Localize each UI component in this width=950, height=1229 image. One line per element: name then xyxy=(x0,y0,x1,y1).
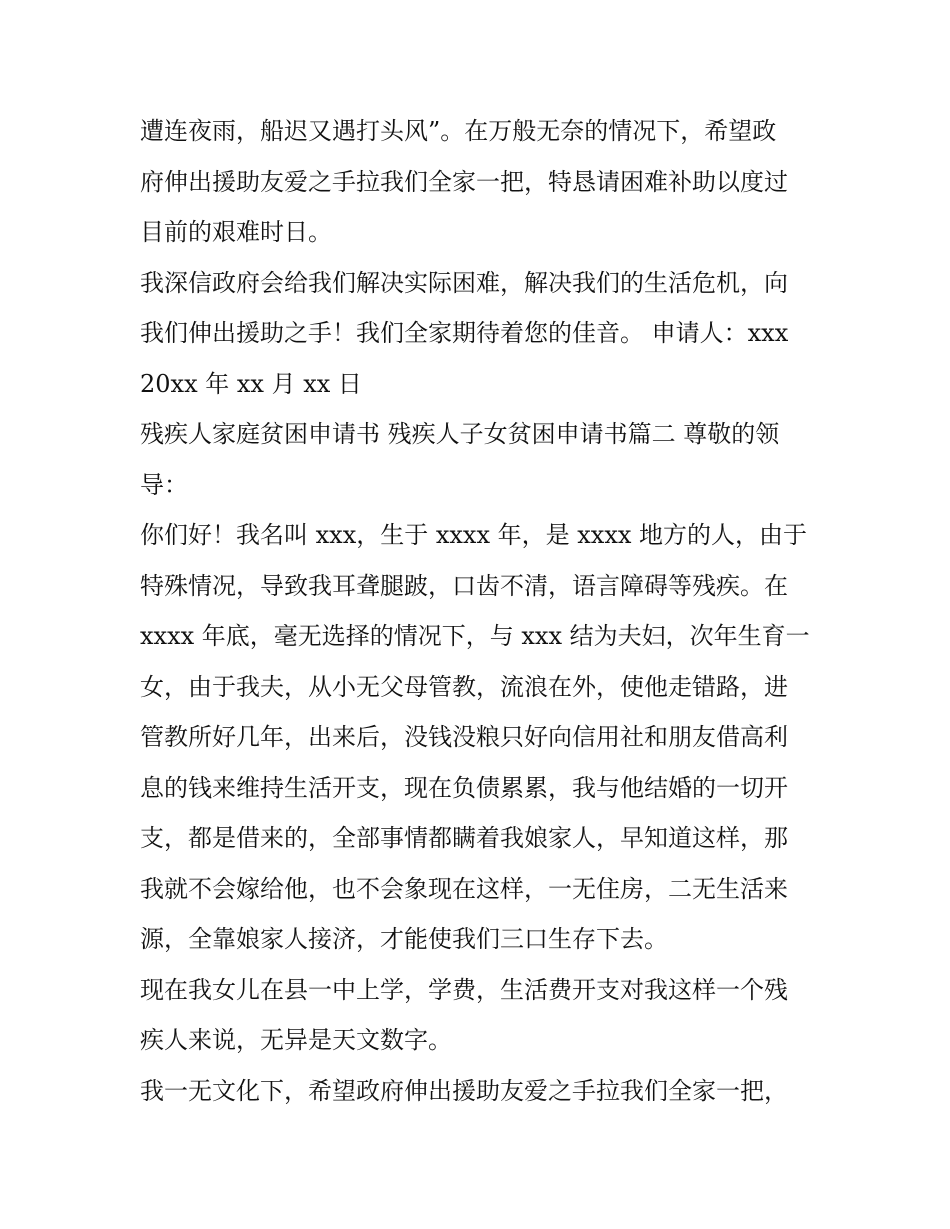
date-line: 20xx 年 xx 月 xx 日 xyxy=(140,369,362,398)
text-line: 管教所好几年，出来后，没钱没粮只好向信用社和朋友借高利 xyxy=(140,723,788,751)
salutation-line: 导： xyxy=(140,470,188,499)
text-line: 支，都是借来的，全部事情都瞒着我娘家人，早知道这样，那 xyxy=(140,824,788,852)
text-line: 我深信政府会给我们解决实际困难，解决我们的生活危机，向 xyxy=(140,268,788,297)
text-line: 特殊情况，导致我耳聋腿跛，口齿不清，语言障碍等残疾。在 xyxy=(140,571,788,600)
document-body xyxy=(140,106,820,1116)
text-line: 现在我女儿在县一中上学，学费，生活费开支对我这样一个残 xyxy=(140,975,788,1004)
text-line: 源，全靠娘家人接济，才能使我们三口生存下去。 xyxy=(140,925,668,953)
text-line: xxxx 年底，毫无选择的情况下，与 xxx 结为夫妇，次年生育一 xyxy=(140,622,810,650)
text-line: 疾人来说，无异是天文数字。 xyxy=(140,1026,452,1054)
text-line: 我们伸出援助之手！我们全家期待着您的佳音。 申请人：xxx xyxy=(140,319,789,347)
text-line: 我一无文化下，希望政府伸出援助友爱之手拉我们全家一把， xyxy=(140,1076,788,1105)
text-line: 女，由于我夫，从小无父母管教，流浪在外，使他走错路，进 xyxy=(140,672,788,701)
text-line: 你们好！我名叫 xxx，生于 xxxx 年，是 xxxx 地方的人，由于 xyxy=(140,521,808,549)
section-heading-line: 残疾人家庭贫困申请书 残疾人子女贫困申请书篇二 尊敬的领 xyxy=(140,420,780,448)
text-line: 府伸出援助友爱之手拉我们全家一把，特恳请困难补助以度过 xyxy=(140,167,788,196)
text-line: 我就不会嫁给他，也不会象现在这样，一无住房，二无生活来 xyxy=(140,874,788,903)
text-line: 遭连夜雨，船迟又遇打头风”。在万般无奈的情况下，希望政 xyxy=(140,117,777,145)
text-line: 目前的艰难时日。 xyxy=(140,218,332,246)
text-line: 息的钱来维持生活开支，现在负债累累，我与他结婚的一切开 xyxy=(140,773,788,802)
